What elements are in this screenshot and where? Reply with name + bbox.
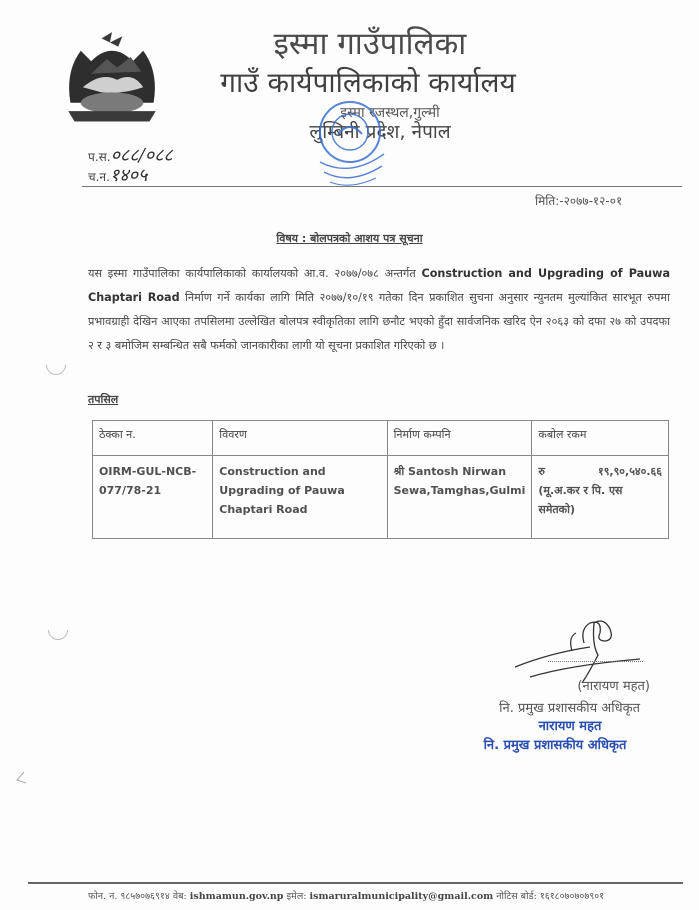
table-row xyxy=(93,456,669,539)
schedule-heading: तपसिल xyxy=(88,393,119,406)
header-bid-amount: कबोल रकम xyxy=(532,421,669,456)
amount-note: (मू.अ.कर र पि. एस समेतको) xyxy=(538,484,623,516)
header-divider xyxy=(82,186,682,187)
header-contract-no: ठेक्का न. xyxy=(93,421,213,456)
signature-dotted-line xyxy=(548,661,643,662)
body-part-1: यस इस्मा गाउँपालिका कार्यपालिकाको कार्यालयको आ.व. २०७७/०७८ अन्तर्गत xyxy=(88,267,422,280)
currency-symbol: रु xyxy=(538,465,545,478)
letter-ref-number xyxy=(88,145,173,166)
footer-contact xyxy=(88,889,688,902)
table-header-row xyxy=(93,421,669,456)
office-address: इस्मा रजस्थल,गुल्मी xyxy=(340,105,440,121)
amount-line xyxy=(538,462,662,481)
office-province: लुम्बिनी प्रदेश, नेपाल xyxy=(309,121,451,143)
name-stamp: नारायण महत xyxy=(538,719,602,734)
cell-contract-no: OIRM-GUL-NCB-077/78-21 xyxy=(93,456,213,539)
cn-label: च.न. xyxy=(88,170,110,184)
footer-web-label: वेब: xyxy=(172,891,187,902)
office-name: गाउँ कार्यपालिकाको कार्यालय xyxy=(220,66,516,99)
footer-divider xyxy=(28,882,683,884)
municipality-name: इस्मा गाउँपालिका xyxy=(273,26,467,62)
ps-label: प.स. xyxy=(88,150,111,164)
title-stamp: नि. प्रमुख प्रशासकीय अधिकृत xyxy=(483,738,627,753)
cell-bid-amount xyxy=(532,456,669,539)
footer-phone: फोन. न. ९८५७०७६९१४ xyxy=(88,891,170,902)
handwritten-signature-icon xyxy=(510,615,650,685)
header-company: निर्माण कम्पनि xyxy=(387,421,532,456)
body-part-2: निर्माण गर्ने कार्यका लागि मिति २०७७/१०/१९ गतेका दिन प्रकाशित सुचना अनुसार न्युनतम मुल्यांकित सारभूत रुपमा प्रभावग्राही देखिन आएका तपसिलमा उल्लेखित बोलपत्र स्वीकृतिका लागि छनौट भएको हुँदा सार्वजनिक खरिद ऐन २०६३ को दफा २७ को उपदफा २ र ३ बमोजिम सम्बन्धित सबै फर्मको जानकारीका लागी यो सूचना प्रकाशित गरिएको छ । xyxy=(88,291,670,352)
footer-email-link[interactable]: ismaruralmunicipality@gmail.com xyxy=(309,891,494,902)
cn-value: १४०५ xyxy=(109,165,148,186)
footer-notice-label: नोटिस बोर्ड: xyxy=(496,891,537,902)
header-description: विवरण xyxy=(213,421,387,456)
margin-tick-mark xyxy=(14,770,28,784)
signatory-title: नि. प्रमुख प्रशासकीय अधिकृत xyxy=(499,701,640,716)
nepal-emblem-icon xyxy=(60,30,164,134)
amount-value: १९,९०,५४०.६६ xyxy=(597,465,662,478)
ps-value: ०८८/०८८ xyxy=(110,145,173,166)
body-project-name: Construction and Upgrading of Pauwa Chaptari Road xyxy=(88,267,671,304)
signatory-name: (नारायण महत) xyxy=(577,679,650,694)
footer-notice-number: १६१८०७०७०७९०१ xyxy=(539,891,605,902)
dispatch-number xyxy=(88,165,148,186)
footer-website-link[interactable]: ishmamun.gov.np xyxy=(189,891,284,902)
footer-email-label: इमेल: xyxy=(286,891,307,902)
cell-description: Construction and Upgrading of Pauwa Chaptari Road xyxy=(213,456,387,539)
letter-subject xyxy=(0,231,699,246)
punch-hole-mark xyxy=(44,616,72,644)
punch-hole-mark xyxy=(42,351,70,379)
award-table xyxy=(92,420,669,539)
letter-body xyxy=(88,262,670,358)
subject-text: विषय : बोलपत्रको आशय पत्र सूचना xyxy=(276,232,423,245)
office-stamp-icon xyxy=(300,92,400,192)
cell-company: श्री Santosh Nirwan Sewa,Tamghas,Gulmi xyxy=(387,456,532,539)
letter-date: मिति:-२०७७-१२-०१ xyxy=(535,194,623,208)
